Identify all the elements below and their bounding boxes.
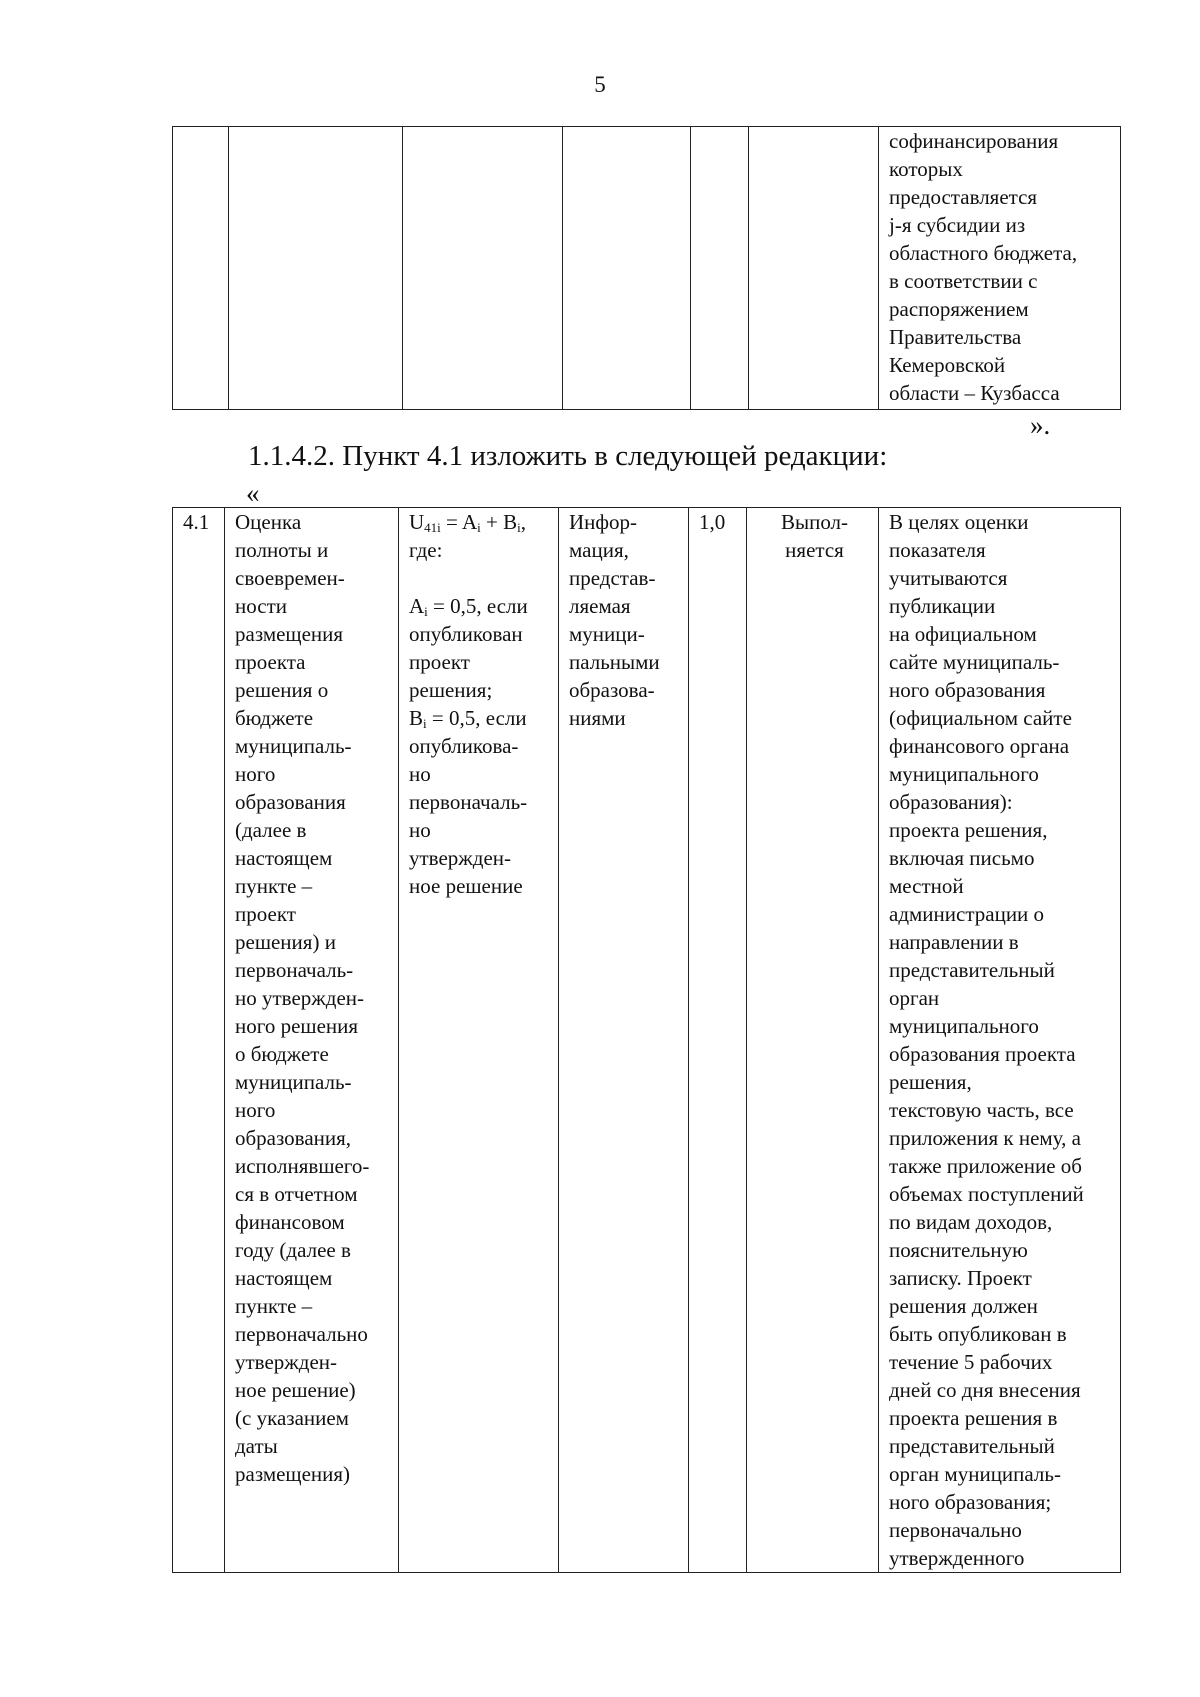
text-line: ного решения: [235, 1014, 359, 1038]
text-line: представительный: [889, 1434, 1055, 1458]
text-line: также приложение об: [889, 1154, 1082, 1178]
text-line: муниципального: [889, 1014, 1039, 1038]
text-line: утвержден-: [409, 846, 512, 870]
description-cell: [225, 508, 399, 1573]
text-line: о бюджете: [235, 1042, 329, 1066]
text-line: ного образования;: [889, 1490, 1052, 1514]
text-line: предоставляется: [889, 185, 1038, 209]
b-symbol: B: [409, 706, 424, 730]
text-line: которых: [889, 157, 963, 181]
empty-cell: [563, 127, 691, 410]
a-subscript: i: [424, 604, 428, 619]
text-line: Оценка: [235, 510, 302, 534]
table-item-4-1: [172, 507, 1121, 1573]
text-line: представ-: [569, 566, 656, 590]
text-line: (далее в: [235, 818, 307, 842]
text-line: приложения к нему, а: [889, 1126, 1081, 1150]
text-line: первоначально: [889, 1518, 1022, 1542]
text-line: первоначаль-: [235, 958, 354, 982]
text-line: пальными: [569, 650, 660, 674]
source-cell: [559, 508, 689, 1573]
item-number: 4.1: [183, 510, 210, 534]
text-line: но: [409, 762, 431, 786]
empty-cell: [229, 127, 403, 410]
formula-plus-b: + B: [480, 510, 518, 534]
text-line: (официальном сайте: [889, 706, 1072, 730]
text-line: ного: [235, 762, 276, 786]
formula-equals-a: = A: [440, 510, 478, 534]
formula-u-subscript: 41i: [424, 520, 441, 535]
text-line: В целях оценки: [889, 510, 1029, 534]
notes-cell: [879, 508, 1121, 1573]
text-line: образова-: [569, 678, 655, 702]
text-line: утвержденного: [889, 1546, 1025, 1570]
text-line: муниципаль-: [235, 734, 352, 758]
text-line: быть опубликован в: [889, 1322, 1067, 1346]
text-line: администрации о: [889, 902, 1045, 926]
text-line: представительный: [889, 958, 1055, 982]
table-row: [173, 127, 1121, 410]
text-line: пункте –: [235, 1294, 313, 1318]
text-line: пояснительную: [889, 1238, 1028, 1262]
text-line: ного образования: [889, 678, 1046, 702]
text-line: но утвержден-: [235, 986, 365, 1010]
empty-cell: [173, 127, 229, 410]
formula-cell: [399, 508, 559, 1573]
empty-cell: [691, 127, 749, 410]
text-line: текстовую часть, все: [889, 1098, 1074, 1122]
text-line: проекта решения,: [889, 818, 1048, 842]
formula-b-definition: [409, 704, 552, 732]
formula-main: [409, 508, 552, 536]
a-symbol: A: [409, 594, 425, 618]
text-line: пункте –: [235, 874, 313, 898]
text-line: году (далее в: [235, 1238, 351, 1262]
text-line: направлении в: [889, 930, 1019, 954]
text-line: решения должен: [889, 1294, 1038, 1318]
text-line: исполнявшего-: [235, 1154, 370, 1178]
formula-where: где:: [409, 538, 443, 562]
text-line: включая письмо: [889, 846, 1035, 870]
text-line: учитываются: [889, 566, 1008, 590]
text-line: образования,: [235, 1126, 352, 1150]
weight-value: 1,0: [699, 510, 726, 534]
text-line: мация,: [569, 538, 629, 562]
table-row: [173, 508, 1121, 1573]
text-line: ляемая: [569, 594, 631, 618]
text-line: настоящем: [235, 846, 333, 870]
item-number-cell: [173, 508, 225, 1573]
closing-quote: ».: [1030, 410, 1051, 440]
text-line: решения;: [409, 678, 493, 702]
text-line: опубликован: [409, 622, 523, 646]
text-line: финансовом: [235, 1210, 345, 1234]
text-line: размещения): [235, 1462, 351, 1486]
text-line: ное решение: [409, 874, 523, 898]
text-line: записку. Проект: [889, 1266, 1032, 1290]
text-line: ниями: [569, 706, 626, 730]
text-line: няется: [785, 538, 844, 562]
text-line: софинансирования: [889, 129, 1059, 153]
text-line: муници-: [569, 622, 645, 646]
text-line: публикации: [889, 594, 996, 618]
empty-cell: [403, 127, 563, 410]
text-line: на официальном: [889, 622, 1037, 646]
text-line: (с указанием: [235, 1406, 349, 1430]
weight-cell: [689, 508, 747, 1573]
text-line: сайте муниципаль-: [889, 650, 1060, 674]
text-line: дней со дня внесения: [889, 1378, 1081, 1402]
text-line: опубликова-: [409, 734, 519, 758]
formula-a-subscript: i: [477, 520, 481, 535]
empty-cell: [749, 127, 879, 410]
text-line: даты: [235, 1434, 278, 1458]
status-cell: [747, 508, 879, 1573]
formula-a-definition: [409, 592, 552, 620]
text-line: образования):: [889, 790, 1013, 814]
text-line: Правительства: [889, 325, 1022, 349]
a-condition: = 0,5, если: [427, 594, 528, 618]
text-line: муниципального: [889, 762, 1039, 786]
notes-cell-continuation: [879, 127, 1121, 410]
formula-b-subscript: i: [517, 520, 521, 535]
text-line: ное решение): [235, 1378, 356, 1402]
page-number: 5: [594, 72, 606, 97]
text-line: течение 5 рабочих: [889, 1350, 1053, 1374]
text-line: муниципаль-: [235, 1070, 352, 1094]
amendment-heading: 1.1.4.2. Пункт 4.1 изложить в следующей редакции:: [248, 440, 888, 472]
text-line: местной: [889, 874, 964, 898]
text-line: проект: [235, 902, 296, 926]
text-line: ности: [235, 594, 287, 618]
opening-quote: «: [246, 478, 260, 508]
text-line: ного: [235, 1098, 276, 1122]
text-line: бюджете: [235, 706, 314, 730]
text-line: образования: [235, 790, 346, 814]
text-line: но: [409, 818, 431, 842]
text-line: размещения: [235, 622, 344, 646]
text-line: решения о: [235, 678, 329, 702]
text-line: финансового органа: [889, 734, 1070, 758]
formula-u: U: [409, 510, 425, 534]
formula-tail: ,: [520, 510, 527, 534]
text-line: Инфор-: [569, 510, 638, 534]
text-line: настоящем: [235, 1266, 333, 1290]
text-line: j-я субсидии из: [889, 213, 1026, 237]
text-line: показателя: [889, 538, 986, 562]
text-line: орган: [889, 986, 940, 1010]
text-line: распоряжением: [889, 297, 1029, 321]
text-line: орган муниципаль-: [889, 1462, 1061, 1486]
text-line: проекта решения в: [889, 1406, 1058, 1430]
text-line: своевремен-: [235, 566, 345, 590]
text-line: первоначаль-: [409, 790, 528, 814]
b-subscript: i: [423, 716, 427, 731]
text-line: проекта: [235, 650, 306, 674]
text-line: области – Кузбасса: [889, 381, 1060, 405]
text-line: Кемеровской: [889, 353, 1006, 377]
text-line: решения,: [889, 1070, 972, 1094]
text-line: образования проекта: [889, 1042, 1076, 1066]
text-line: Выпол-: [780, 510, 849, 534]
text-line: проект: [409, 650, 470, 674]
table-continuation: [172, 126, 1121, 410]
text-line: ся в отчетном: [235, 1182, 358, 1206]
text-line: решения) и: [235, 930, 336, 954]
text-line: первоначально: [235, 1322, 368, 1346]
text-line: областного бюджета,: [889, 241, 1078, 265]
text-line: полноты и: [235, 538, 329, 562]
text-line: объемах поступлений: [889, 1182, 1084, 1206]
text-line: по видам доходов,: [889, 1210, 1053, 1234]
text-line: в соответствии с: [889, 269, 1038, 293]
text-line: утвержден-: [235, 1350, 338, 1374]
b-condition: = 0,5, если: [426, 706, 527, 730]
